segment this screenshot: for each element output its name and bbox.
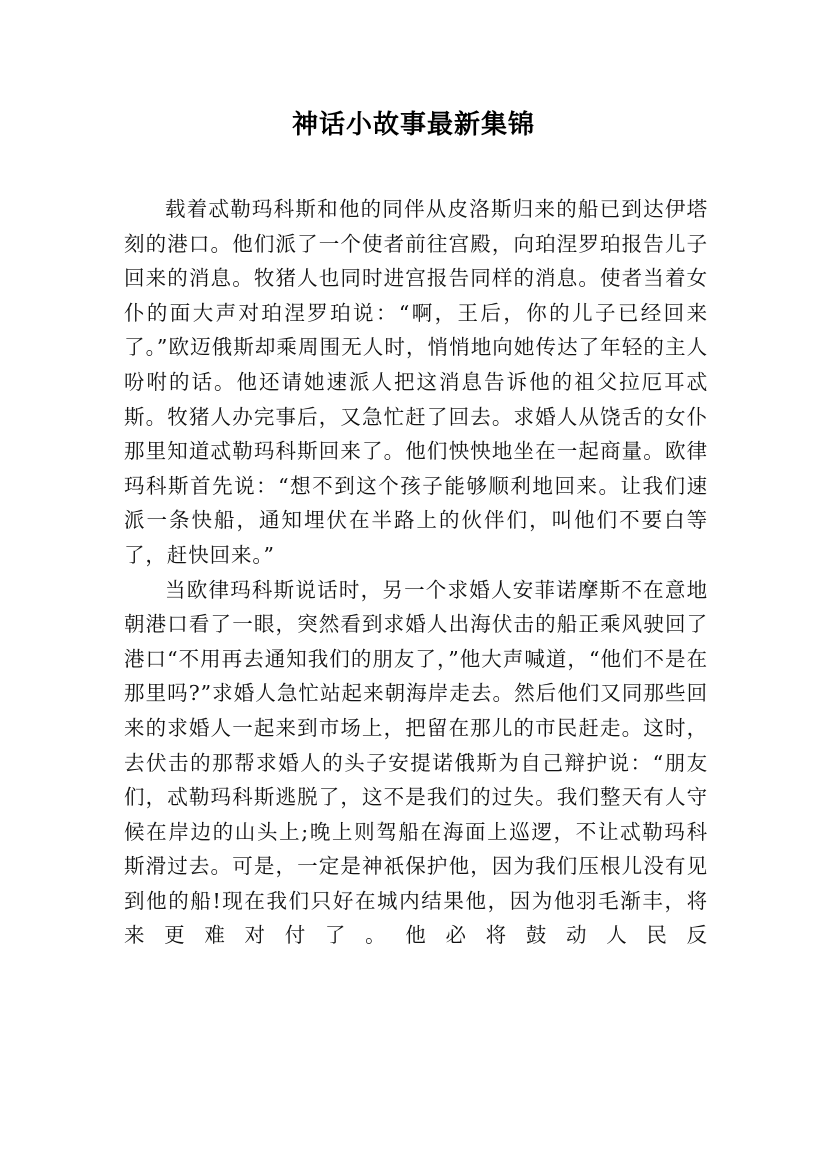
paragraph-2: 当欧律玛科斯说话时，另一个求婚人安菲诺摩斯不在意地朝港口看了一眼，突然看到求婚人出海伏击的船正乘风驶回了港口“不用再去通知我们的朋友了，”他大声喊道，“他们不是在那里吗?”求婚人急忙站起来朝海岸走去。然后他们又同那些回来的求婚人一起来到市场上，把留在那儿的市民赶走。这时，去伏击的那帮求婚人的头子安提诺俄斯为自己辩护说：“朋友们，忒勒玛科斯逃脱了，这不是我们的过失。我们整天有人守候在岸边的山头上;晚上则驾船在海面上巡逻，不让忒勒玛科斯滑过去。可是，一定是神祇保护他，因为我们压根儿没有见到他的船!现在我们只好在城内结果他，因为他羽毛渐丰，将来更难对付了。他必将鼓动人民反 [124,577,708,948]
document-body [124,192,708,953]
document-title: 神话小故事最新集锦 [291,110,535,140]
paragraph-1: 载着忒勒玛科斯和他的同伴从皮洛斯归来的船已到达伊塔刻的港口。他们派了一个使者前往宫殿，向珀涅罗珀报告儿子回来的消息。牧猪人也同时进宫报告同样的消息。使者当着女仆的面大声对珀涅罗珀说：“啊，王后，你的儿子已经回来了。”欧迈俄斯却乘周围无人时，悄悄地向她传达了年轻的主人吩咐的话。他还请她速派人把这消息告诉他的祖父拉厄耳忒斯。牧猪人办完事后，又急忙赶了回去。求婚人从饶舌的女仆那里知道忒勒玛科斯回来了。他们怏怏地坐在一起商量。欧律玛科斯首先说：“想不到这个孩子能够顺利地回来。让我们速派一条快船，通知埋伏在半路上的伙伴们，叫他们不要白等了，赶快回来。” [124,197,708,567]
